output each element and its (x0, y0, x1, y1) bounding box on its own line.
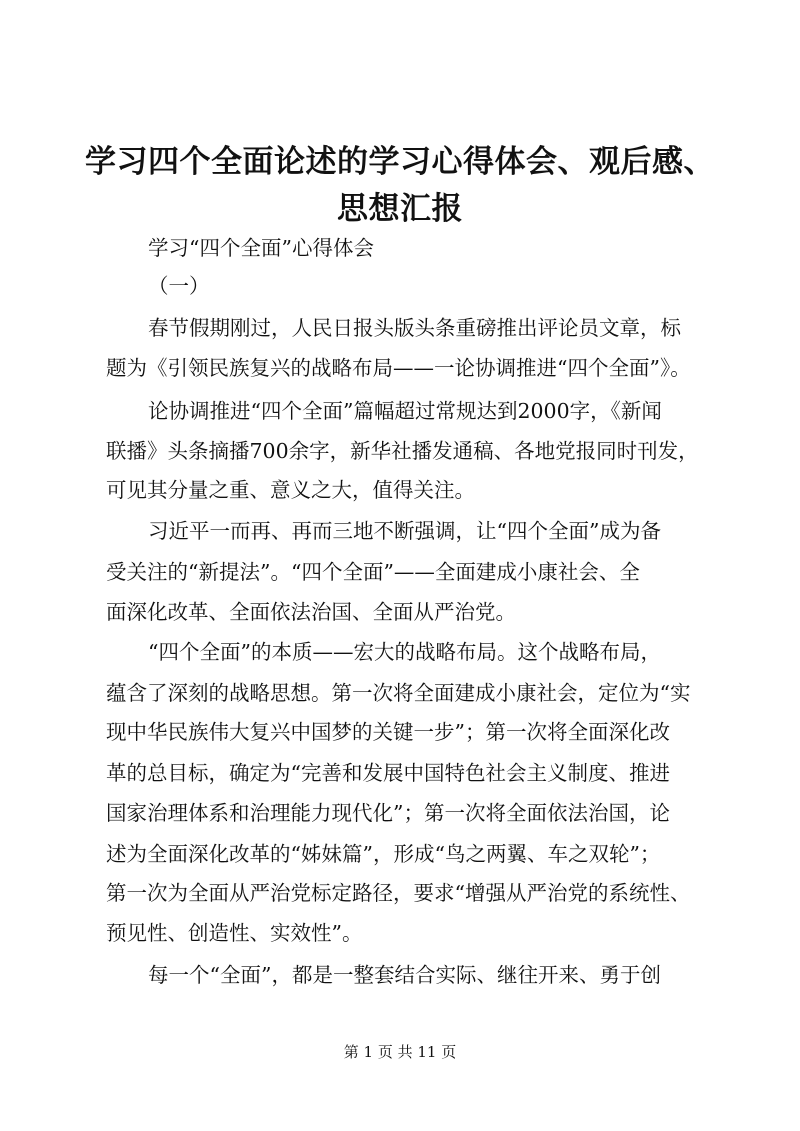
body-line: 预见性、创造性、实效性”。 (106, 921, 363, 945)
body-line: 第一次为全面从严治党标定路径，要求“增强从严治党的系统性、 (106, 881, 691, 905)
body-line: 受关注的“新提法”。“四个全面”——全面建成小康社会、全 (106, 560, 640, 584)
body-line: 论协调推进“四个全面”篇幅超过常规达到2000字，《新闻 (148, 399, 662, 423)
page-number: 第 1 页 共 11 页 (343, 1043, 457, 1061)
document-title-line-1: 学习四个全面论述的学习心得体会、观后感、 (85, 144, 715, 180)
body-line: 现中华民族伟大复兴中国梦的关键一步”；第一次将全面深化改 (106, 720, 670, 744)
body-line: 面深化改革、全面依法治国、全面从严治党。 (106, 600, 516, 624)
body-line: 春节假期刚过，人民日报头版头条重磅推出评论员文章，标 (148, 316, 681, 340)
body-line: 革的总目标，确定为“完善和发展中国特色社会主义制度、推进 (106, 761, 670, 785)
body-line: 每一个“全面”，都是一整套结合实际、继往开来、勇于创 (148, 963, 661, 987)
body-line: 习近平一而再、再而三地不断强调，让“四个全面”成为备 (148, 519, 661, 543)
body-line: 题为《引领民族复兴的战略布局——一论协调推进“四个全面”》。 (106, 356, 691, 380)
body-line: 联播》头条摘播700余字，新华社播发通稿、各地党报同时刊发， (106, 439, 699, 463)
section-number: （一） (148, 274, 210, 298)
document-title-line-2: 思想汇报 (337, 191, 463, 227)
body-line: 蕴含了深刻的战略思想。第一次将全面建成小康社会，定位为“实 (106, 681, 691, 705)
body-line: “四个全面”的本质——宏大的战略布局。这个战略布局， (148, 640, 661, 664)
body-line: 国家治理体系和治理能力现代化”；第一次将全面依法治国，论 (106, 801, 670, 825)
body-line: 可见其分量之重、意义之大，值得关注。 (106, 478, 475, 502)
section-heading: 学习“四个全面”心得体会 (148, 236, 374, 260)
body-line: 述为全面深化改革的“姊妹篇”，形成“鸟之两翼、车之双轮”； (106, 842, 661, 866)
